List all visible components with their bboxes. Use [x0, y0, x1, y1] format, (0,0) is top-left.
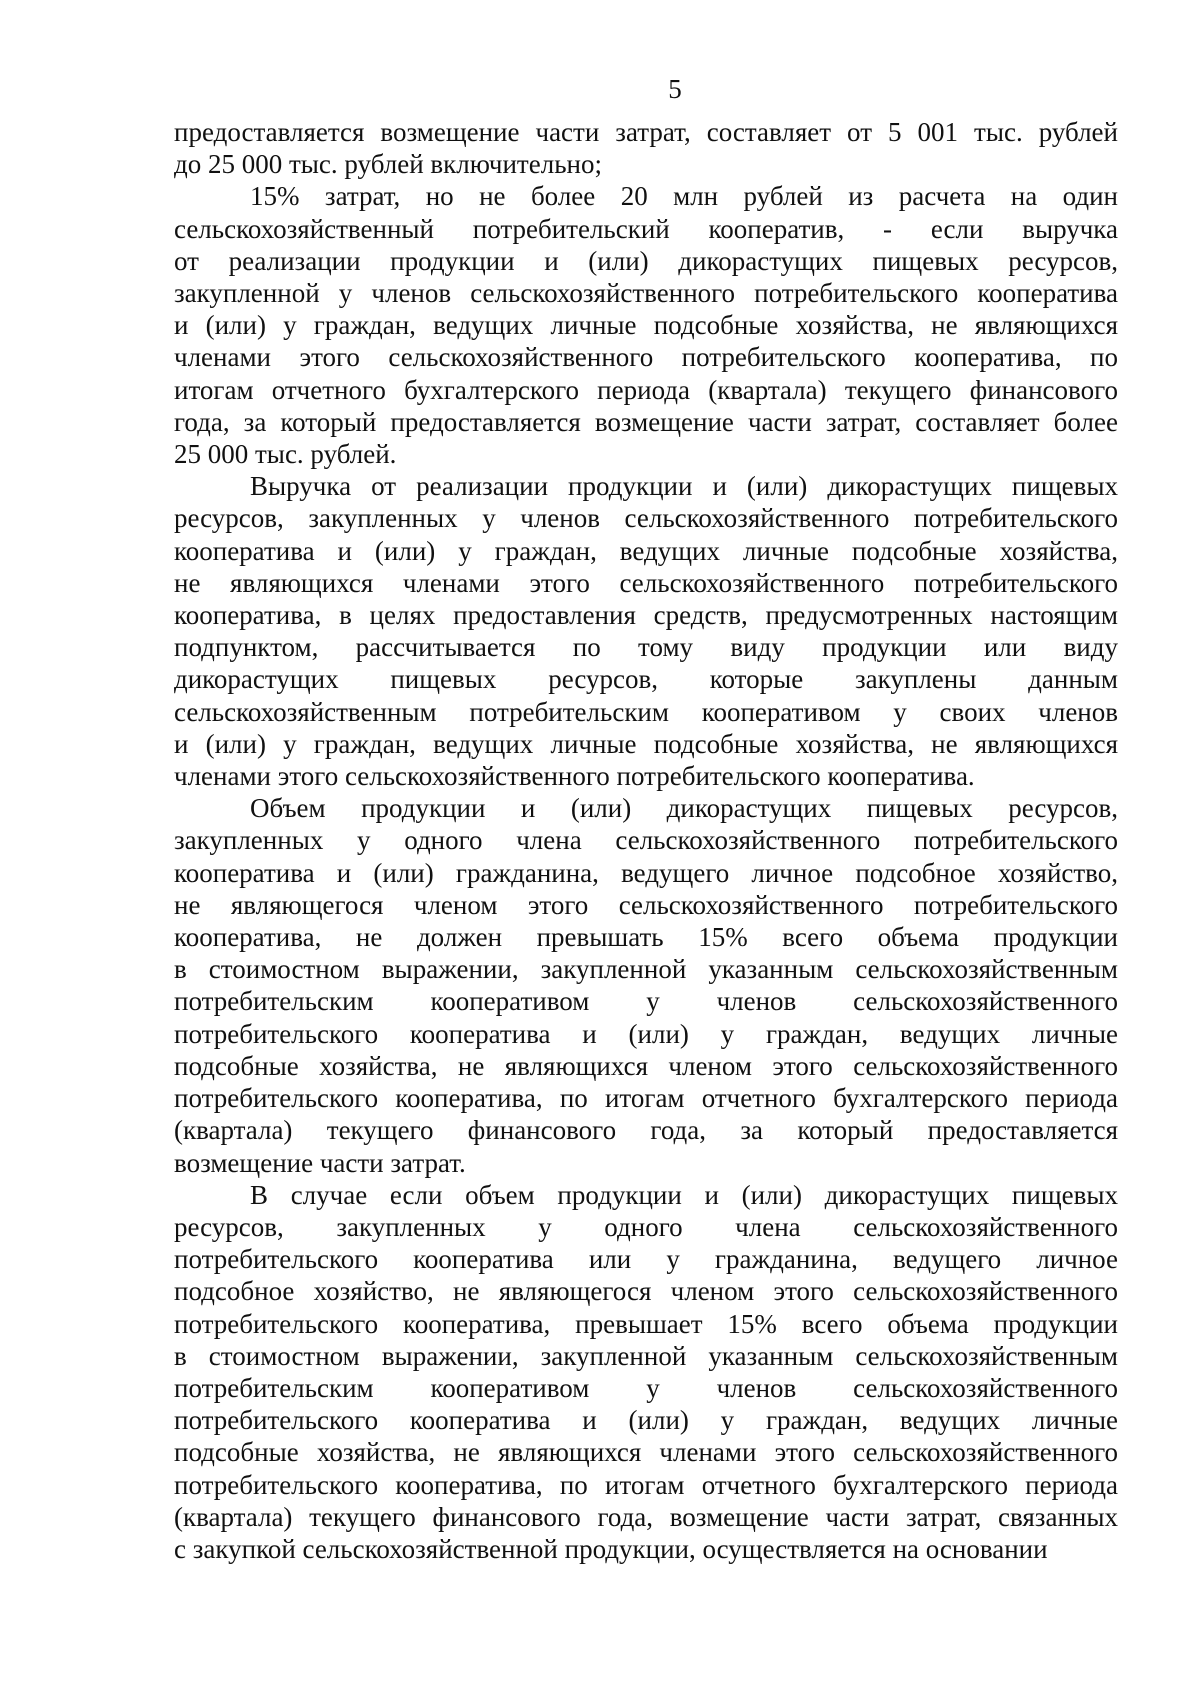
- text-line: дикорастущих пищевых ресурсов, которые закуплены данным: [174, 664, 1118, 695]
- paragraph: [174, 116, 1118, 180]
- text-line: итогам отчетного бухгалтерского периода (квартала) текущего финансового: [174, 374, 1118, 405]
- text-line: закупленной у членов сельскохозяйственного потребительского кооператива: [174, 278, 1118, 309]
- text-line: подсобные хозяйства, не являющихся членами этого сельскохозяйственного: [174, 1437, 1118, 1468]
- text-line: и (или) у граждан, ведущих личные подсобные хозяйства, не являющихся: [174, 310, 1118, 341]
- text-line: потребительского кооператива и (или) у граждан, ведущих личные: [174, 1018, 1118, 1049]
- text-line: потребительским кооперативом у членов сельскохозяйственного: [174, 986, 1118, 1017]
- text-line: до 25 000 тыс. рублей включительно;: [174, 149, 602, 180]
- text-line: В случае если объем продукции и (или) дикорастущих пищевых: [250, 1179, 1118, 1210]
- text-line: в стоимостном выражении, закупленной указанным сельскохозяйственным: [174, 954, 1118, 985]
- text-line: предоставляется возмещение части затрат, составляет от 5 001 тыс. рублей: [174, 117, 1118, 147]
- document-body: [174, 116, 1118, 1565]
- text-line: с закупкой сельскохозяйственной продукции, осуществляется на основании: [174, 1533, 1048, 1564]
- text-line: в стоимостном выражении, закупленной указанным сельскохозяйственным: [174, 1340, 1118, 1371]
- text-line: 15% затрат, но не более 20 млн рублей из расчета на один: [250, 181, 1118, 212]
- text-line: закупленных у одного члена сельскохозяйственного потребительского: [174, 825, 1118, 856]
- text-line: от реализации продукции и (или) дикорастущих пищевых ресурсов,: [174, 245, 1118, 276]
- text-line: кооператива, не должен превышать 15% всего объема продукции: [174, 922, 1118, 953]
- text-line: (квартала) текущего финансового года, за который предоставляется: [174, 1115, 1118, 1146]
- paragraph: [174, 792, 1118, 1178]
- text-line: не являющегося членом этого сельскохозяйственного потребительского: [174, 889, 1118, 920]
- text-line: (квартала) текущего финансового года, возмещение части затрат, связанных: [174, 1501, 1118, 1532]
- text-line: сельскохозяйственным потребительским кооперативом у своих членов: [174, 696, 1118, 727]
- text-line: Объем продукции и (или) дикорастущих пищевых ресурсов,: [250, 793, 1118, 824]
- text-line: не являющихся членами этого сельскохозяйственного потребительского: [174, 567, 1118, 598]
- paragraph: [174, 1179, 1118, 1565]
- text-line: и (или) у граждан, ведущих личные подсобные хозяйства, не являющихся: [174, 728, 1118, 759]
- page-number: 5: [668, 74, 682, 104]
- text-line: кооператива и (или) у граждан, ведущих личные подсобные хозяйства,: [174, 535, 1118, 566]
- text-line: потребительского кооператива и (или) у граждан, ведущих личные: [174, 1405, 1118, 1436]
- text-line: потребительским кооперативом у членов сельскохозяйственного: [174, 1372, 1118, 1403]
- text-line: потребительского кооператива, превышает 15% всего объема продукции: [174, 1308, 1118, 1339]
- text-line: 25 000 тыс. рублей.: [174, 439, 397, 470]
- text-line: потребительского кооператива, по итогам отчетного бухгалтерского периода: [174, 1469, 1118, 1500]
- text-line: ресурсов, закупленных у одного члена сельскохозяйственного: [174, 1211, 1118, 1242]
- paragraph: [174, 180, 1118, 470]
- text-line: членами этого сельскохозяйственного потребительского кооператива.: [174, 761, 975, 792]
- text-line: кооператива, в целях предоставления средств, предусмотренных настоящим: [174, 600, 1118, 631]
- text-line: потребительского кооператива или у гражданина, ведущего личное: [174, 1244, 1118, 1275]
- text-line: подсобные хозяйства, не являющихся членом этого сельскохозяйственного: [174, 1050, 1118, 1081]
- text-line: года, за который предоставляется возмещение части затрат, составляет более: [174, 406, 1118, 437]
- text-line: подсобное хозяйство, не являющегося членом этого сельскохозяйственного: [174, 1276, 1118, 1307]
- text-line: потребительского кооператива, по итогам отчетного бухгалтерского периода: [174, 1083, 1118, 1114]
- paragraph: [174, 470, 1118, 792]
- text-line: сельскохозяйственный потребительский кооператив, - если выручка: [174, 213, 1118, 244]
- text-line: кооператива и (или) гражданина, ведущего личное подсобное хозяйство,: [174, 857, 1118, 888]
- text-line: членами этого сельскохозяйственного потребительского кооператива, по: [174, 342, 1118, 373]
- text-line: Выручка от реализации продукции и (или) дикорастущих пищевых: [250, 471, 1118, 502]
- text-line: ресурсов, закупленных у членов сельскохозяйственного потребительского: [174, 503, 1118, 534]
- text-line: подпунктом, рассчитывается по тому виду продукции или виду: [174, 632, 1118, 663]
- text-line: возмещение части затрат.: [174, 1147, 466, 1178]
